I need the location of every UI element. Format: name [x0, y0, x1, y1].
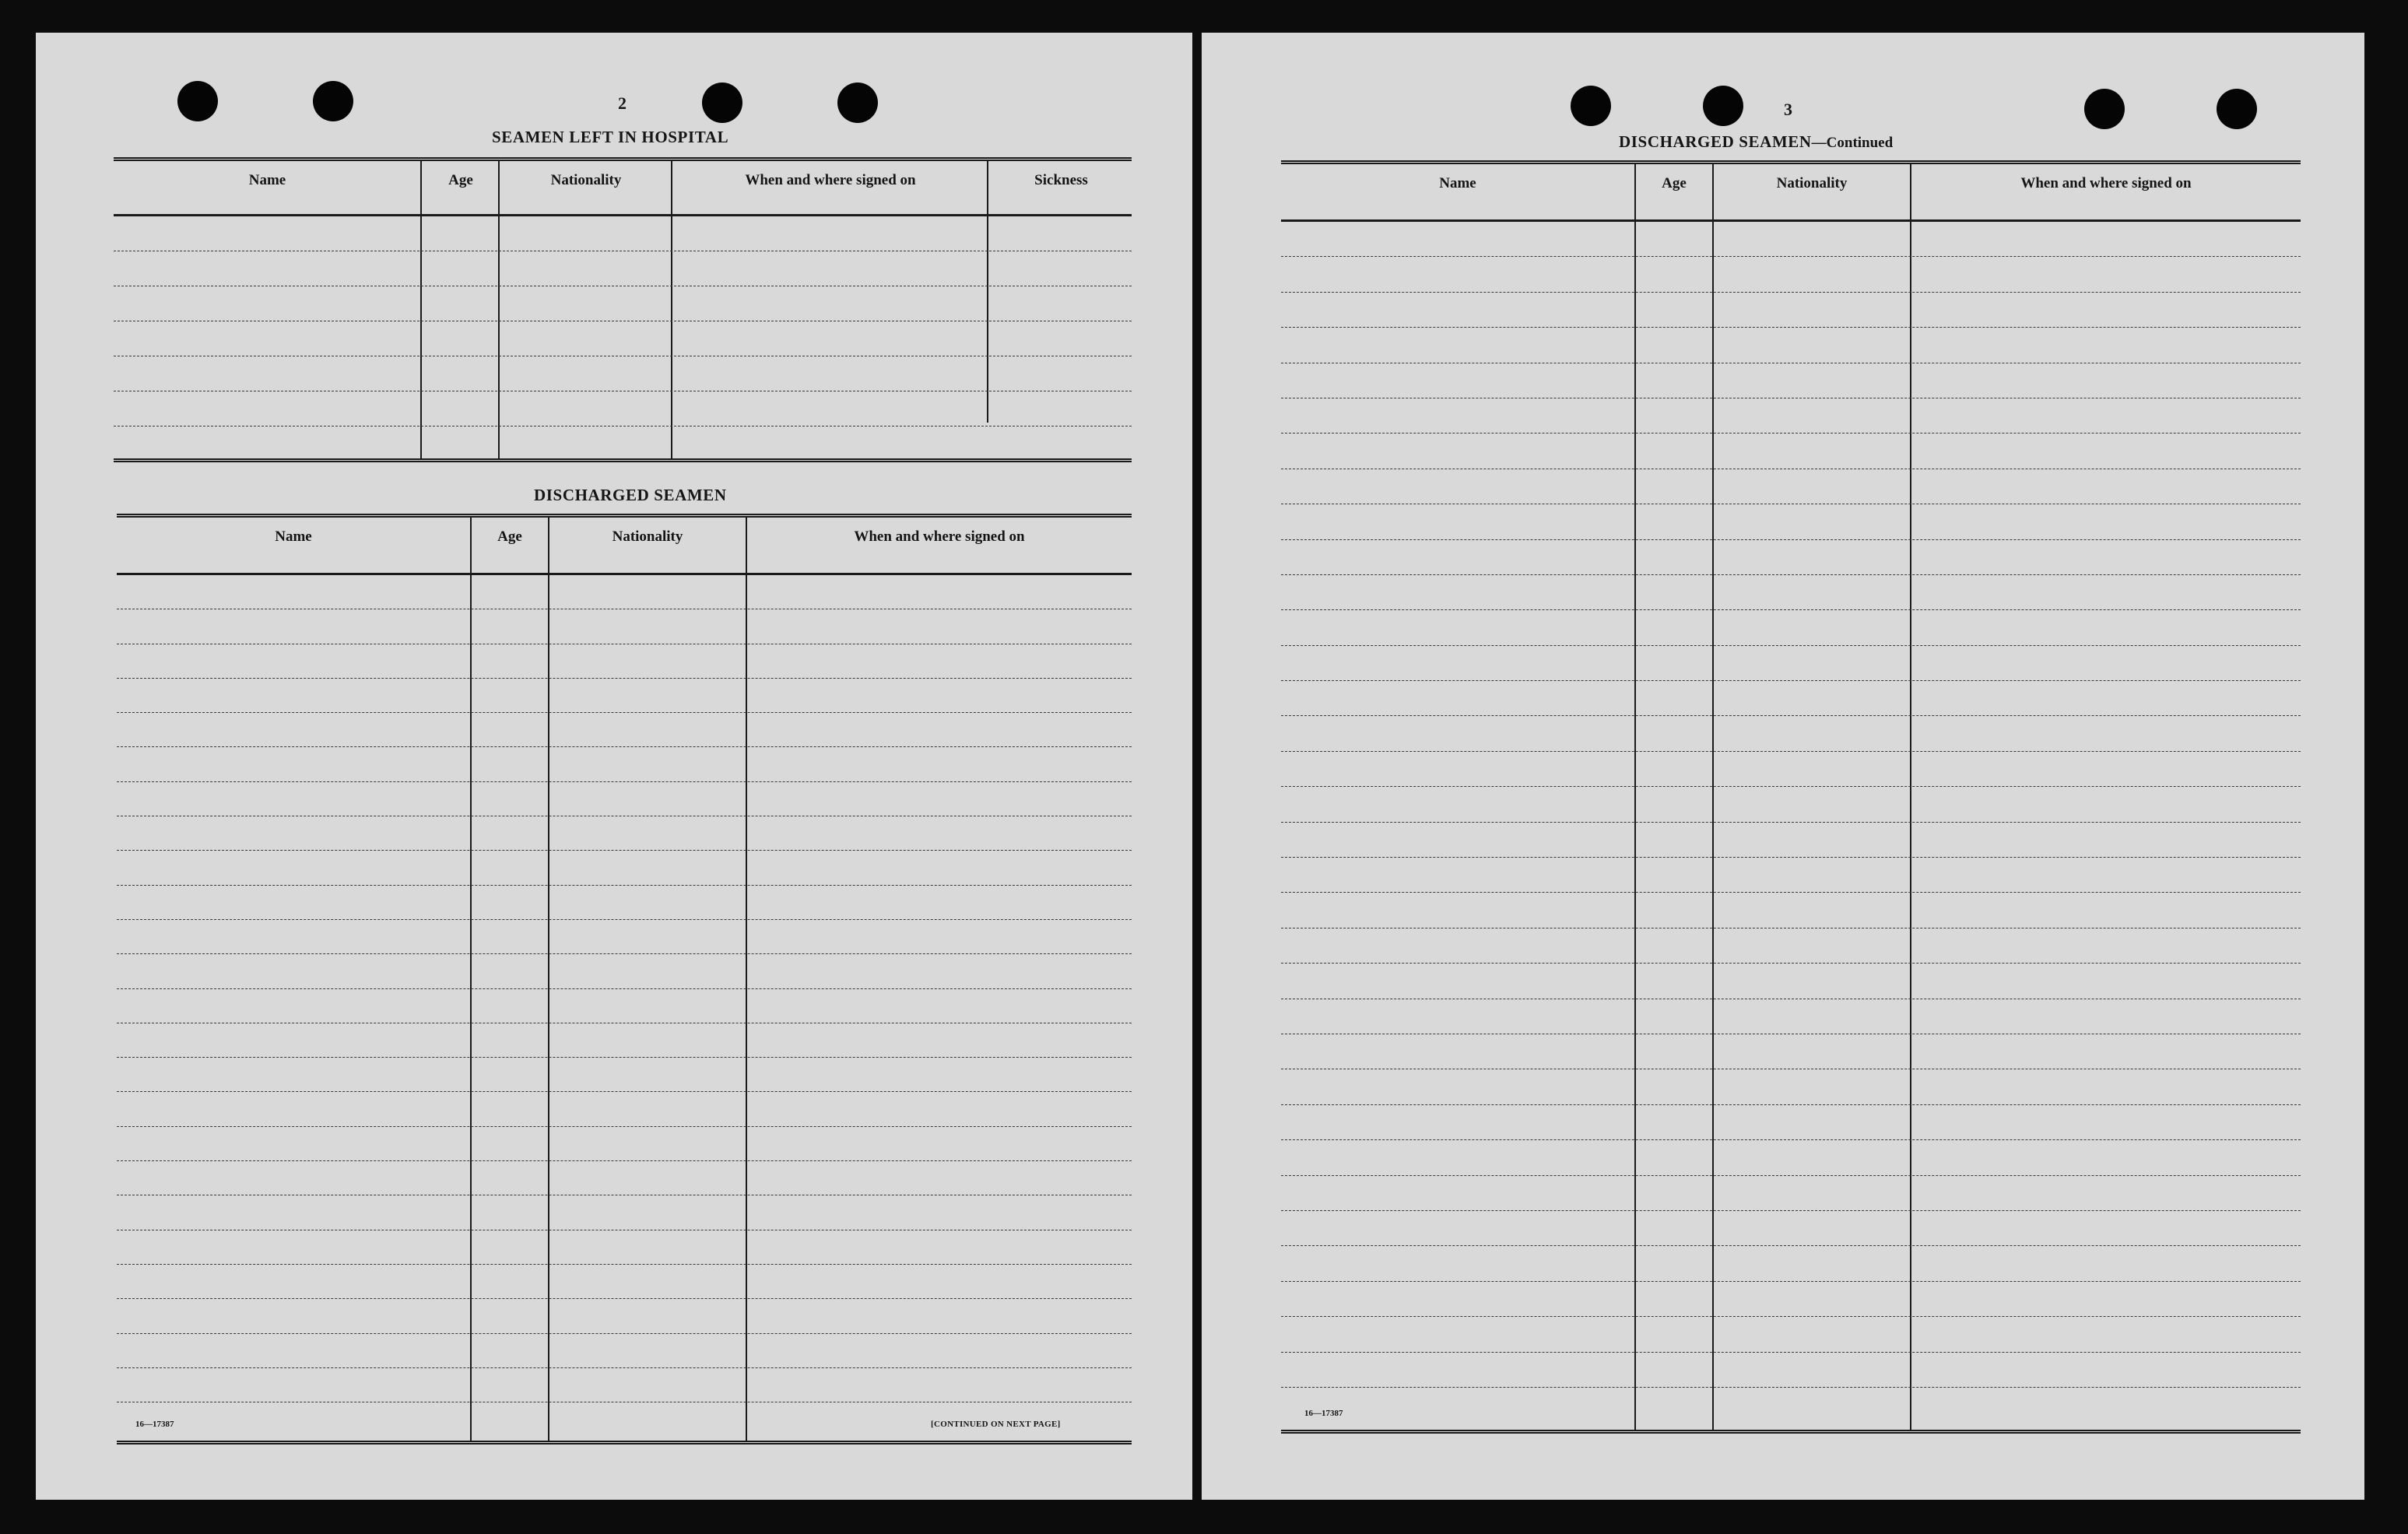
table-row [1281, 928, 2301, 964]
table-row [1281, 1034, 2301, 1069]
table-row [1281, 1282, 2301, 1317]
table-row [117, 1299, 1132, 1333]
table-row [1281, 716, 2301, 751]
table-row [1281, 434, 2301, 469]
table-row [117, 679, 1132, 713]
form-page-3 [1202, 33, 2364, 1500]
table-row [117, 1334, 1132, 1368]
table-header [117, 518, 1132, 575]
column-header-sickness: Sickness [1034, 172, 1088, 188]
hospital-section-title: SEAMEN LEFT IN HOSPITAL [492, 128, 729, 146]
table-row [117, 1023, 1132, 1058]
column-header-nationality: Nationality [550, 172, 622, 188]
table-row [117, 713, 1132, 747]
punch-hole [1703, 86, 1743, 126]
punch-hole [1571, 86, 1611, 126]
table-row [117, 816, 1132, 851]
discharged-continued-title [1619, 132, 1893, 152]
table-row [114, 427, 1132, 462]
table-row [1281, 222, 2301, 257]
table-row [1281, 893, 2301, 928]
table-row [1281, 1069, 2301, 1104]
table-row [1281, 823, 2301, 858]
table-row [1281, 858, 2301, 893]
table-row [117, 609, 1132, 644]
form-number: 16—17387 [135, 1420, 174, 1429]
section-title-suffix: —Continued [1811, 135, 1894, 151]
table-row [1281, 575, 2301, 610]
table-row [1281, 646, 2301, 681]
table-row [1281, 1246, 2301, 1281]
table-body [117, 575, 1132, 1441]
punch-hole [2217, 89, 2257, 129]
table-row [117, 954, 1132, 988]
table-row [1281, 1140, 2301, 1175]
table-row [114, 391, 1132, 427]
punch-hole [313, 81, 353, 121]
column-header-age: Age [1662, 175, 1687, 191]
hospital-table [114, 157, 1132, 462]
table-row [117, 644, 1132, 679]
section-title-text: DISCHARGED SEAMEN [1619, 132, 1812, 151]
column-header-name: Name [1439, 175, 1476, 191]
column-header-nationality: Nationality [612, 528, 683, 545]
punch-hole [702, 82, 742, 123]
table-row [1281, 1105, 2301, 1140]
punch-hole [177, 81, 218, 121]
table-row [117, 1368, 1132, 1402]
table-row [1281, 999, 2301, 1034]
table-header [1281, 164, 2301, 222]
column-header-name: Name [275, 528, 312, 545]
table-row [1281, 504, 2301, 539]
table-row [117, 1265, 1132, 1299]
discharged-table [117, 514, 1132, 1444]
column-header-name: Name [248, 172, 286, 188]
table-row [1281, 293, 2301, 328]
table-row [117, 886, 1132, 920]
table-row [114, 356, 1132, 391]
table-row [114, 216, 1132, 251]
column-header-signed-on: When and where signed on [854, 528, 1025, 545]
table-row [1281, 1176, 2301, 1211]
table-row [1281, 1388, 2301, 1423]
table-row [117, 575, 1132, 609]
table-row [117, 1092, 1132, 1126]
discharged-continued-table [1281, 160, 2301, 1434]
table-row [117, 747, 1132, 781]
table-row [117, 989, 1132, 1023]
table-row [1281, 1317, 2301, 1352]
table-row [117, 851, 1132, 885]
form-number: 16—17387 [1304, 1409, 1343, 1418]
table-row [117, 782, 1132, 816]
table-row [117, 1161, 1132, 1195]
table-row [1281, 787, 2301, 822]
column-header-age: Age [497, 528, 522, 545]
column-header-signed-on: When and where signed on [2020, 175, 2192, 191]
table-row [117, 920, 1132, 954]
table-row [117, 1058, 1132, 1092]
table-body [114, 216, 1132, 458]
page-number: 3 [1784, 100, 1792, 119]
column-header-nationality: Nationality [1776, 175, 1848, 191]
page-number: 2 [618, 93, 627, 113]
table-row [114, 321, 1132, 356]
table-row [114, 286, 1132, 321]
table-row [1281, 681, 2301, 716]
table-row [1281, 398, 2301, 434]
table-row [1281, 752, 2301, 787]
punch-hole [2084, 89, 2125, 129]
table-row [117, 1230, 1132, 1265]
table-row [1281, 469, 2301, 504]
column-header-signed-on: When and where signed on [745, 172, 916, 188]
punch-hole [837, 82, 878, 123]
table-row [1281, 363, 2301, 398]
table-row [1281, 1353, 2301, 1388]
discharged-section-title: DISCHARGED SEAMEN [534, 486, 727, 504]
form-page-2 [36, 33, 1192, 1500]
table-row [117, 1127, 1132, 1161]
table-header [114, 161, 1132, 216]
table-row [114, 251, 1132, 286]
table-row [1281, 540, 2301, 575]
column-header-age: Age [448, 172, 473, 188]
table-row [1281, 257, 2301, 292]
continued-note: [CONTINUED ON NEXT PAGE] [931, 1420, 1061, 1429]
table-row [1281, 610, 2301, 645]
table-row [1281, 964, 2301, 999]
table-row [1281, 328, 2301, 363]
table-row [1281, 1211, 2301, 1246]
table-body [1281, 222, 2301, 1430]
table-row [117, 1195, 1132, 1230]
